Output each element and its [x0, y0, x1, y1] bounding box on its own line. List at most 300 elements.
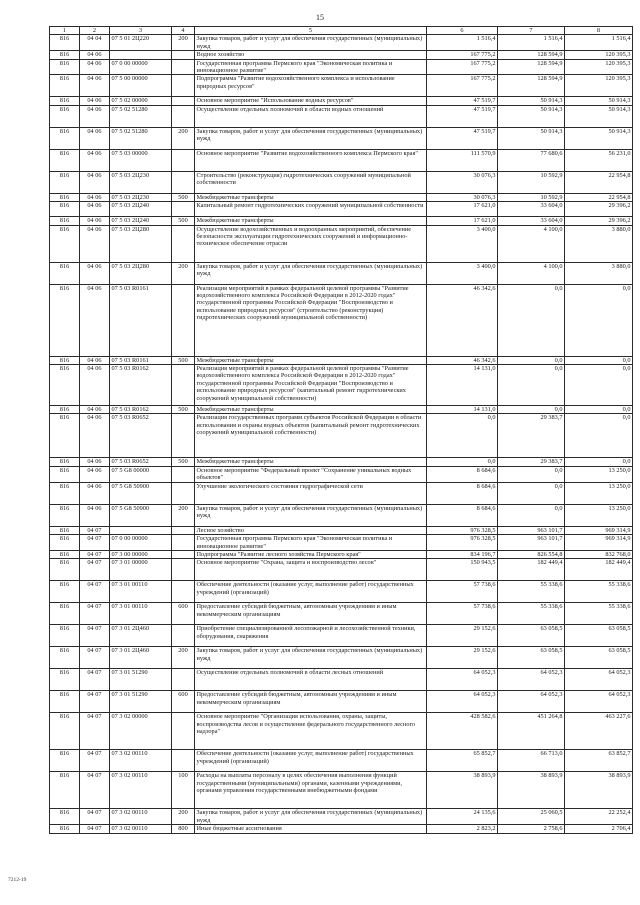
- table-row: [50, 750, 633, 772]
- table-row: [50, 202, 633, 217]
- section-code-cell: 04 07: [80, 825, 110, 833]
- amount-col8-cell: 22 954,8: [565, 171, 633, 193]
- section-code-cell: 04 07: [80, 772, 110, 809]
- section-code-cell: 04 07: [80, 750, 110, 772]
- table-row: [50, 105, 633, 127]
- amount-col8-cell: 29 396,2: [565, 202, 633, 217]
- section-code-cell: 04 07: [80, 581, 110, 603]
- section-code-cell: 04 06: [80, 97, 110, 105]
- amount-col6-cell: 14 131,0: [427, 406, 498, 414]
- expense-type-cell: [172, 713, 195, 750]
- amount-col6-cell: 38 893,9: [427, 772, 498, 809]
- admin-code-cell: 816: [50, 51, 80, 59]
- amount-col7-cell: 64 052,3: [498, 669, 565, 691]
- table-row: [50, 59, 633, 75]
- target-article-cell: 07 3 02 00000: [110, 713, 172, 750]
- expense-type-cell: [172, 581, 195, 603]
- description-cell: Основное мероприятие "Организация использования, охраны, защиты, воспроизводства лесов и осуществление федерального государственного лесного надзора": [195, 713, 427, 750]
- amount-col8-cell: 0,0: [565, 284, 633, 356]
- section-code-cell: 04 06: [80, 202, 110, 217]
- budget-table: [49, 26, 633, 834]
- admin-code-cell: 816: [50, 691, 80, 713]
- target-article-cell: 07 5 03 2Ц230: [110, 193, 172, 201]
- table-row: [50, 262, 633, 284]
- section-code-cell: 04 06: [80, 193, 110, 201]
- table-row: [50, 625, 633, 647]
- admin-code-cell: 816: [50, 217, 80, 225]
- target-article-cell: 07 5 03 2Ц240: [110, 217, 172, 225]
- description-cell: Основное мероприятие "Использование водных ресурсов": [195, 97, 427, 105]
- amount-col6-cell: 30 076,3: [427, 193, 498, 201]
- amount-col8-cell: 64 052,3: [565, 691, 633, 713]
- amount-col7-cell: 4 100,0: [498, 262, 565, 284]
- amount-col8-cell: 0,0: [565, 406, 633, 414]
- admin-code-cell: 816: [50, 193, 80, 201]
- target-article-cell: 07 5 03 2Ц280: [110, 225, 172, 262]
- expense-type-cell: 200: [172, 127, 195, 149]
- expense-type-cell: 600: [172, 691, 195, 713]
- description-cell: Улучшение экологического состояния гидрографической сети: [195, 482, 427, 504]
- column-number: 3: [110, 27, 172, 35]
- description-cell: Обеспечение деятельности (оказание услуг, выполнение работ) государственных учреждений (организаций): [195, 750, 427, 772]
- description-cell: Предоставление субсидий бюджетным, автономным учреждениям и иным некоммерческим организациям: [195, 603, 427, 625]
- expense-type-cell: 600: [172, 603, 195, 625]
- description-cell: Капитальный ремонт гидротехнических сооружений муниципальной собственности: [195, 202, 427, 217]
- amount-col8-cell: 182 449,4: [565, 559, 633, 581]
- amount-col7-cell: 77 680,6: [498, 149, 565, 171]
- admin-code-cell: 816: [50, 75, 80, 97]
- amount-col7-cell: 128 594,9: [498, 59, 565, 75]
- amount-col6-cell: 8 684,6: [427, 504, 498, 526]
- column-number: 5: [195, 27, 427, 35]
- amount-col6-cell: 3 400,0: [427, 262, 498, 284]
- admin-code-cell: 816: [50, 35, 80, 51]
- section-code-cell: 04 06: [80, 356, 110, 364]
- amount-col7-cell: 128 594,9: [498, 51, 565, 59]
- expense-type-cell: 800: [172, 825, 195, 833]
- table-row: [50, 772, 633, 809]
- table-row: [50, 217, 633, 225]
- description-cell: Водное хозяйство: [195, 51, 427, 59]
- expense-type-cell: [172, 482, 195, 504]
- target-article-cell: 07 5 G8 50900: [110, 482, 172, 504]
- description-cell: Реализация мероприятий в рамках федеральной целевой программы "Развитие водохозяйственного комплекса Российской Федерации в 2012-2020 годах" государственной программы Российской Федерации "Воспроизводство и использование природных ресурсов" (строительство (реконструкция) гидротехнических сооружений муниципальной собственности): [195, 284, 427, 356]
- target-article-cell: 07 5 G8 50900: [110, 504, 172, 526]
- section-code-cell: 04 06: [80, 458, 110, 466]
- section-code-cell: 04 06: [80, 406, 110, 414]
- amount-col7-cell: 29 383,7: [498, 458, 565, 466]
- amount-col7-cell: 50 914,3: [498, 105, 565, 127]
- amount-col8-cell: 22 252,4: [565, 809, 633, 825]
- amount-col8-cell: 120 395,3: [565, 59, 633, 75]
- admin-code-cell: 816: [50, 809, 80, 825]
- admin-code-cell: 816: [50, 504, 80, 526]
- amount-col8-cell: 3 880,0: [565, 225, 633, 262]
- amount-col8-cell: 0,0: [565, 458, 633, 466]
- admin-code-cell: 816: [50, 535, 80, 551]
- section-code-cell: 04 06: [80, 75, 110, 97]
- amount-col7-cell: 4 100,0: [498, 225, 565, 262]
- admin-code-cell: 816: [50, 406, 80, 414]
- table-row: [50, 482, 633, 504]
- description-cell: Государственная программа Пермского края "Экономическая политика и инновационное развитие": [195, 535, 427, 551]
- target-article-cell: [110, 51, 172, 59]
- target-article-cell: 07 0 00 00000: [110, 535, 172, 551]
- amount-col7-cell: 63 058,5: [498, 647, 565, 669]
- target-article-cell: 07 3 01 2Ц460: [110, 647, 172, 669]
- table-row: [50, 406, 633, 414]
- section-code-cell: 04 07: [80, 550, 110, 558]
- target-article-cell: 07 5 00 00000: [110, 75, 172, 97]
- description-cell: Межбюджетные трансферты: [195, 406, 427, 414]
- description-cell: Межбюджетные трансферты: [195, 356, 427, 364]
- table-row: [50, 414, 633, 458]
- amount-col8-cell: 55 338,6: [565, 581, 633, 603]
- amount-col8-cell: 13 250,0: [565, 466, 633, 482]
- target-article-cell: 07 3 00 00000: [110, 550, 172, 558]
- expense-type-cell: 100: [172, 772, 195, 809]
- amount-col8-cell: 3 880,0: [565, 262, 633, 284]
- admin-code-cell: 816: [50, 225, 80, 262]
- amount-col7-cell: 1 516,4: [498, 35, 565, 51]
- admin-code-cell: 816: [50, 458, 80, 466]
- section-code-cell: 04 06: [80, 149, 110, 171]
- expense-type-cell: 200: [172, 504, 195, 526]
- amount-col6-cell: 167 775,2: [427, 75, 498, 97]
- expense-type-cell: 200: [172, 262, 195, 284]
- amount-col7-cell: 10 592,9: [498, 171, 565, 193]
- table-row: [50, 35, 633, 51]
- description-cell: Предоставление субсидий бюджетным, автономным учреждениям и иным некоммерческим организациям: [195, 691, 427, 713]
- amount-col7-cell: 10 592,9: [498, 193, 565, 201]
- amount-col6-cell: 976 328,5: [427, 535, 498, 551]
- amount-col6-cell: 47 519,7: [427, 105, 498, 127]
- target-article-cell: 07 5 02 00000: [110, 97, 172, 105]
- expense-type-cell: [172, 284, 195, 356]
- amount-col8-cell: 13 250,0: [565, 482, 633, 504]
- column-number: 7: [498, 27, 565, 35]
- amount-col8-cell: 63 058,5: [565, 625, 633, 647]
- amount-col7-cell: 2 758,6: [498, 825, 565, 833]
- amount-col7-cell: 50 914,3: [498, 127, 565, 149]
- amount-col6-cell: 57 738,6: [427, 603, 498, 625]
- description-cell: Осуществление водохозяйственных и водоохранных мероприятий, обеспечение безопасности эксплуатации гидротехнических сооружений и информационно-техническое обеспечение отрасли: [195, 225, 427, 262]
- description-cell: Межбюджетные трансферты: [195, 193, 427, 201]
- admin-code-cell: 816: [50, 97, 80, 105]
- column-number: 4: [172, 27, 195, 35]
- section-code-cell: 04 06: [80, 171, 110, 193]
- amount-col8-cell: 50 914,3: [565, 105, 633, 127]
- table-row: [50, 356, 633, 364]
- description-cell: Основное мероприятие "Развитие водохозяйственного комплекса Пермского края": [195, 149, 427, 171]
- target-article-cell: 07 5 03 2Ц230: [110, 171, 172, 193]
- admin-code-cell: 816: [50, 669, 80, 691]
- amount-col7-cell: 128 594,9: [498, 75, 565, 97]
- target-article-cell: 07 5 03 R0652: [110, 414, 172, 458]
- expense-type-cell: [172, 559, 195, 581]
- target-article-cell: [110, 526, 172, 534]
- admin-code-cell: 816: [50, 414, 80, 458]
- description-cell: Обеспечение деятельности (оказание услуг, выполнение работ) государственных учреждений (организаций): [195, 581, 427, 603]
- table-row: [50, 647, 633, 669]
- amount-col6-cell: 47 519,7: [427, 97, 498, 105]
- admin-code-cell: 816: [50, 127, 80, 149]
- admin-code-cell: 816: [50, 466, 80, 482]
- target-article-cell: 07 5 03 R0161: [110, 356, 172, 364]
- target-article-cell: 07 5 03 2Ц240: [110, 202, 172, 217]
- table-row: [50, 458, 633, 466]
- admin-code-cell: 816: [50, 647, 80, 669]
- amount-col6-cell: 46 342,6: [427, 284, 498, 356]
- table-row: [50, 559, 633, 581]
- amount-col6-cell: 64 052,3: [427, 691, 498, 713]
- target-article-cell: 07 5 03 R0161: [110, 284, 172, 356]
- admin-code-cell: 816: [50, 105, 80, 127]
- admin-code-cell: 816: [50, 825, 80, 833]
- expense-type-cell: [172, 51, 195, 59]
- amount-col7-cell: 0,0: [498, 284, 565, 356]
- target-article-cell: 07 3 01 00110: [110, 603, 172, 625]
- section-code-cell: 04 06: [80, 217, 110, 225]
- amount-col6-cell: 47 519,7: [427, 127, 498, 149]
- column-number: 6: [427, 27, 498, 35]
- table-row: [50, 149, 633, 171]
- table-row: [50, 691, 633, 713]
- amount-col8-cell: 2 706,4: [565, 825, 633, 833]
- expense-type-cell: [172, 365, 195, 406]
- amount-col7-cell: 33 604,0: [498, 217, 565, 225]
- amount-col6-cell: 111 570,9: [427, 149, 498, 171]
- admin-code-cell: 816: [50, 59, 80, 75]
- section-code-cell: 04 07: [80, 669, 110, 691]
- table-row: [50, 526, 633, 534]
- amount-col8-cell: 969 314,9: [565, 535, 633, 551]
- target-article-cell: 07 3 01 2Ц460: [110, 625, 172, 647]
- amount-col6-cell: 64 052,3: [427, 669, 498, 691]
- description-cell: Подпрограмма "Развитие водохозяйственного комплекса и использование природных ресурсов": [195, 75, 427, 97]
- table-row: [50, 669, 633, 691]
- description-cell: Закупка товаров, работ и услуг для обеспечения государственных (муниципальных) нужд: [195, 647, 427, 669]
- amount-col7-cell: 826 554,8: [498, 550, 565, 558]
- column-number-row: [50, 27, 633, 35]
- target-article-cell: 07 5 03 R0162: [110, 406, 172, 414]
- amount-col6-cell: 0,0: [427, 458, 498, 466]
- expense-type-cell: 200: [172, 35, 195, 51]
- section-code-cell: 04 07: [80, 535, 110, 551]
- target-article-cell: 07 5 02 51280: [110, 105, 172, 127]
- table-body: [50, 35, 633, 833]
- section-code-cell: 04 06: [80, 365, 110, 406]
- amount-col7-cell: 66 713,0: [498, 750, 565, 772]
- amount-col6-cell: 428 582,6: [427, 713, 498, 750]
- column-number: 8: [565, 27, 633, 35]
- amount-col6-cell: 8 684,6: [427, 466, 498, 482]
- amount-col6-cell: 0,0: [427, 414, 498, 458]
- target-article-cell: 07 5 03 R0652: [110, 458, 172, 466]
- description-cell: Межбюджетные трансферты: [195, 458, 427, 466]
- expense-type-cell: 500: [172, 406, 195, 414]
- amount-col6-cell: 150 943,5: [427, 559, 498, 581]
- target-article-cell: 07 5 02 51280: [110, 127, 172, 149]
- description-cell: Государственная программа Пермского края "Экономическая политика и инновационное развитие": [195, 59, 427, 75]
- description-cell: Закупка товаров, работ и услуг для обеспечения государственных (муниципальных) нужд: [195, 262, 427, 284]
- target-article-cell: 07 3 02 00110: [110, 809, 172, 825]
- description-cell: Осуществление отдельных полномочий в области лесных отношений: [195, 669, 427, 691]
- target-article-cell: 07 3 01 51290: [110, 669, 172, 691]
- admin-code-cell: 816: [50, 772, 80, 809]
- amount-col8-cell: 56 231,0: [565, 149, 633, 171]
- section-code-cell: 04 07: [80, 526, 110, 534]
- admin-code-cell: 816: [50, 581, 80, 603]
- admin-code-cell: 816: [50, 526, 80, 534]
- amount-col7-cell: 33 604,0: [498, 202, 565, 217]
- amount-col7-cell: 29 383,7: [498, 414, 565, 458]
- amount-col8-cell: 50 914,3: [565, 127, 633, 149]
- description-cell: Подпрограмма "Развитие лесного хозяйства Пермского края": [195, 550, 427, 558]
- amount-col8-cell: 463 227,6: [565, 713, 633, 750]
- admin-code-cell: 816: [50, 284, 80, 356]
- description-cell: Основное мероприятие "Федеральный проект "Сохранение уникальных водных объектов": [195, 466, 427, 482]
- amount-col7-cell: 0,0: [498, 466, 565, 482]
- admin-code-cell: 816: [50, 713, 80, 750]
- amount-col7-cell: 0,0: [498, 482, 565, 504]
- amount-col8-cell: 0,0: [565, 356, 633, 364]
- amount-col6-cell: 167 775,2: [427, 51, 498, 59]
- section-code-cell: 04 07: [80, 559, 110, 581]
- expense-type-cell: 200: [172, 809, 195, 825]
- amount-col8-cell: 120 395,3: [565, 75, 633, 97]
- target-article-cell: 07 0 00 00000: [110, 59, 172, 75]
- section-code-cell: 04 07: [80, 625, 110, 647]
- amount-col8-cell: 832 768,0: [565, 550, 633, 558]
- admin-code-cell: 816: [50, 750, 80, 772]
- amount-col7-cell: 963 101,7: [498, 535, 565, 551]
- section-code-cell: 04 06: [80, 504, 110, 526]
- amount-col7-cell: 55 338,6: [498, 581, 565, 603]
- amount-col6-cell: 8 684,6: [427, 482, 498, 504]
- table-row: [50, 193, 633, 201]
- amount-col8-cell: 969 314,9: [565, 526, 633, 534]
- amount-col6-cell: 29 152,6: [427, 625, 498, 647]
- section-code-cell: 04 07: [80, 809, 110, 825]
- description-cell: Реализация государственных программ субъектов Российской Федерации в области использования и охраны водных объектов (капитальный ремонт гидротехнических сооружений муниципальной собственности): [195, 414, 427, 458]
- target-article-cell: 07 3 01 00000: [110, 559, 172, 581]
- table-row: [50, 127, 633, 149]
- target-article-cell: 07 3 02 00110: [110, 750, 172, 772]
- description-cell: Осуществление отдельных полномочий в области водных отношений: [195, 105, 427, 127]
- amount-col8-cell: 63 852,7: [565, 750, 633, 772]
- amount-col7-cell: 25 060,5: [498, 809, 565, 825]
- target-article-cell: 07 3 01 51290: [110, 691, 172, 713]
- expense-type-cell: [172, 414, 195, 458]
- description-cell: Иные бюджетные ассигнования: [195, 825, 427, 833]
- description-cell: Закупка товаров, работ и услуг для обеспечения государственных (муниципальных) нужд: [195, 127, 427, 149]
- amount-col8-cell: 1 516,4: [565, 35, 633, 51]
- target-article-cell: 07 5 03 00000: [110, 149, 172, 171]
- amount-col7-cell: 55 338,6: [498, 603, 565, 625]
- amount-col6-cell: 1 516,4: [427, 35, 498, 51]
- section-code-cell: 04 06: [80, 482, 110, 504]
- expense-type-cell: [172, 535, 195, 551]
- amount-col7-cell: 50 914,3: [498, 97, 565, 105]
- admin-code-cell: 816: [50, 149, 80, 171]
- amount-col8-cell: 55 338,6: [565, 603, 633, 625]
- amount-col8-cell: 64 052,3: [565, 669, 633, 691]
- amount-col7-cell: 0,0: [498, 365, 565, 406]
- amount-col7-cell: 38 893,9: [498, 772, 565, 809]
- expense-type-cell: 200: [172, 647, 195, 669]
- expense-type-cell: 500: [172, 217, 195, 225]
- section-code-cell: 04 06: [80, 127, 110, 149]
- expense-type-cell: [172, 625, 195, 647]
- section-code-cell: 04 06: [80, 51, 110, 59]
- admin-code-cell: 816: [50, 482, 80, 504]
- amount-col8-cell: 50 914,3: [565, 97, 633, 105]
- admin-code-cell: 816: [50, 625, 80, 647]
- description-cell: Закупка товаров, работ и услуг для обеспечения государственных (муниципальных) нужд: [195, 35, 427, 51]
- amount-col7-cell: 0,0: [498, 356, 565, 364]
- amount-col6-cell: 46 342,6: [427, 356, 498, 364]
- amount-col8-cell: 120 395,3: [565, 51, 633, 59]
- description-cell: Закупка товаров, работ и услуг для обеспечения государственных (муниципальных) нужд: [195, 504, 427, 526]
- section-code-cell: 04 06: [80, 59, 110, 75]
- amount-col6-cell: 17 621,0: [427, 217, 498, 225]
- footer-code: 7212-19: [8, 877, 27, 883]
- expense-type-cell: [172, 149, 195, 171]
- expense-type-cell: [172, 669, 195, 691]
- expense-type-cell: 500: [172, 458, 195, 466]
- expense-type-cell: [172, 526, 195, 534]
- section-code-cell: 04 04: [80, 35, 110, 51]
- description-cell: Основное мероприятие "Охрана, защита и воспроизводство лесов": [195, 559, 427, 581]
- amount-col6-cell: 976 328,5: [427, 526, 498, 534]
- column-number: 2: [80, 27, 110, 35]
- section-code-cell: 04 06: [80, 262, 110, 284]
- amount-col7-cell: 451 264,8: [498, 713, 565, 750]
- target-article-cell: 07 5 01 2Ц220: [110, 35, 172, 51]
- description-cell: Межбюджетные трансферты: [195, 217, 427, 225]
- target-article-cell: 07 3 02 00110: [110, 772, 172, 809]
- amount-col6-cell: 29 152,6: [427, 647, 498, 669]
- amount-col6-cell: 30 076,3: [427, 171, 498, 193]
- table-row: [50, 603, 633, 625]
- expense-type-cell: 500: [172, 356, 195, 364]
- amount-col6-cell: 17 621,0: [427, 202, 498, 217]
- amount-col6-cell: 834 196,7: [427, 550, 498, 558]
- table-row: [50, 535, 633, 551]
- admin-code-cell: 816: [50, 356, 80, 364]
- amount-col7-cell: 182 449,4: [498, 559, 565, 581]
- section-code-cell: 04 06: [80, 466, 110, 482]
- amount-col8-cell: 22 954,8: [565, 193, 633, 201]
- table-row: [50, 75, 633, 97]
- amount-col7-cell: 0,0: [498, 406, 565, 414]
- amount-col7-cell: 63 058,5: [498, 625, 565, 647]
- expense-type-cell: [172, 750, 195, 772]
- table-row: [50, 581, 633, 603]
- table-row: [50, 171, 633, 193]
- section-code-cell: 04 07: [80, 691, 110, 713]
- amount-col8-cell: 0,0: [565, 365, 633, 406]
- page-number: 15: [316, 13, 324, 22]
- description-cell: Реализация мероприятий в рамках федеральной целевой программы "Развитие водохозяйственного комплекса Российской Федерации в 2012-2020 годах" государственной программы Российской Федерации "Воспроизводство и использование природных ресурсов" (капитальный ремонт гидротехнических сооружений муниципальной собственности): [195, 365, 427, 406]
- expense-type-cell: [172, 550, 195, 558]
- amount-col7-cell: 963 101,7: [498, 526, 565, 534]
- admin-code-cell: 816: [50, 365, 80, 406]
- table-row: [50, 51, 633, 59]
- column-number: 1: [50, 27, 80, 35]
- amount-col6-cell: 57 738,6: [427, 581, 498, 603]
